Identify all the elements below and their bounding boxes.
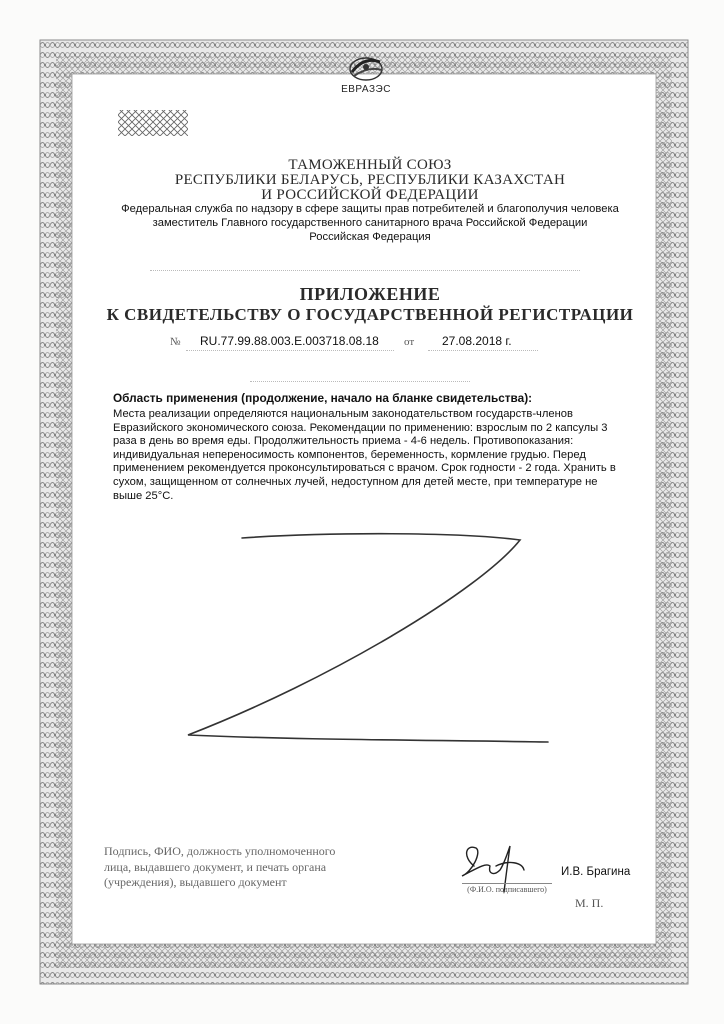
signature-caption: (Ф.И.О. подписавшего) — [462, 883, 552, 894]
section-heading: Область применения (продолжение, начало на бланке свидетельства): — [113, 391, 533, 405]
application-text — [113, 408, 633, 503]
z-strike-mark — [180, 530, 550, 750]
signature-label-line: Подпись, ФИО, должность уполномоченного — [104, 844, 336, 858]
union-title-line-2: РЕСПУБЛИКИ БЕЛАРУСЬ, РЕСПУБЛИКИ КАЗАХСТАН — [174, 172, 566, 188]
text-line: Евразийского экономического союза. Рекомендации по применению: взрослым по 2 капсулы 3 — [113, 421, 608, 434]
stamp-place: М. П. — [575, 896, 604, 910]
registration-date: 27.08.2018 г. — [442, 334, 512, 348]
text-line: выше 25°С. — [113, 489, 174, 502]
union-title-line-1: ТАМОЖЕННЫЙ СОЮЗ — [288, 157, 452, 173]
agency-line-3: Российская Федерация — [309, 231, 431, 243]
signature-label-line: (учреждения), выдавшего документ — [104, 875, 287, 889]
emblem-label: ЕВРАЗЭС — [341, 84, 391, 95]
date-underline — [428, 350, 538, 351]
signature-label — [104, 844, 414, 891]
signature-label-line: лица, выдавшего документ, и печать органа — [104, 859, 327, 874]
registration-number: RU.77.99.88.003.Е.003718.08.18 — [200, 334, 379, 348]
number-prefix: № — [170, 336, 181, 348]
text-line: раза в день во время еды. Продолжительность приема - 4-6 недель. Противопоказания: — [113, 435, 574, 448]
serial-pattern — [118, 108, 188, 138]
agency-line-1: Федеральная служба по надзору в сфере защиты прав потребителей и благополучия человека — [121, 203, 619, 215]
text-line: Места реализации определяются национальным законодательством государств-членов — [113, 408, 573, 420]
text-line: сухом, защищенном от солнечных лучей, недоступном для детей месте, при температуре не — [113, 475, 598, 488]
signer-name: И.В. Брагина — [561, 866, 631, 878]
document-title-line-2: К СВИДЕТЕЛЬСТВУ О ГОСУДАРСТВЕННОЙ РЕГИСТРАЦИИ — [106, 305, 634, 324]
document-title-line-1: ПРИЛОЖЕНИЕ — [299, 284, 441, 304]
text-line: применением рекомендуется проконсультироваться с врачом. Срок годности - 2 года. Хранить в — [113, 462, 616, 475]
agency-line-2: заместитель Главного государственного санитарного врача Российской Федерации — [152, 217, 588, 229]
number-underline — [186, 350, 394, 351]
eurasec-emblem — [333, 52, 399, 104]
divider — [150, 270, 580, 271]
union-title-line-3: И РОССИЙСКОЙ ФЕДЕРАЦИИ — [261, 187, 479, 203]
text-line: индивидуальная непереносимость компонентов, беременность, кормление грудью. Перед — [113, 448, 586, 461]
date-prefix: от — [404, 336, 415, 348]
eurasec-emblem-icon — [344, 52, 388, 86]
divider — [250, 381, 470, 382]
